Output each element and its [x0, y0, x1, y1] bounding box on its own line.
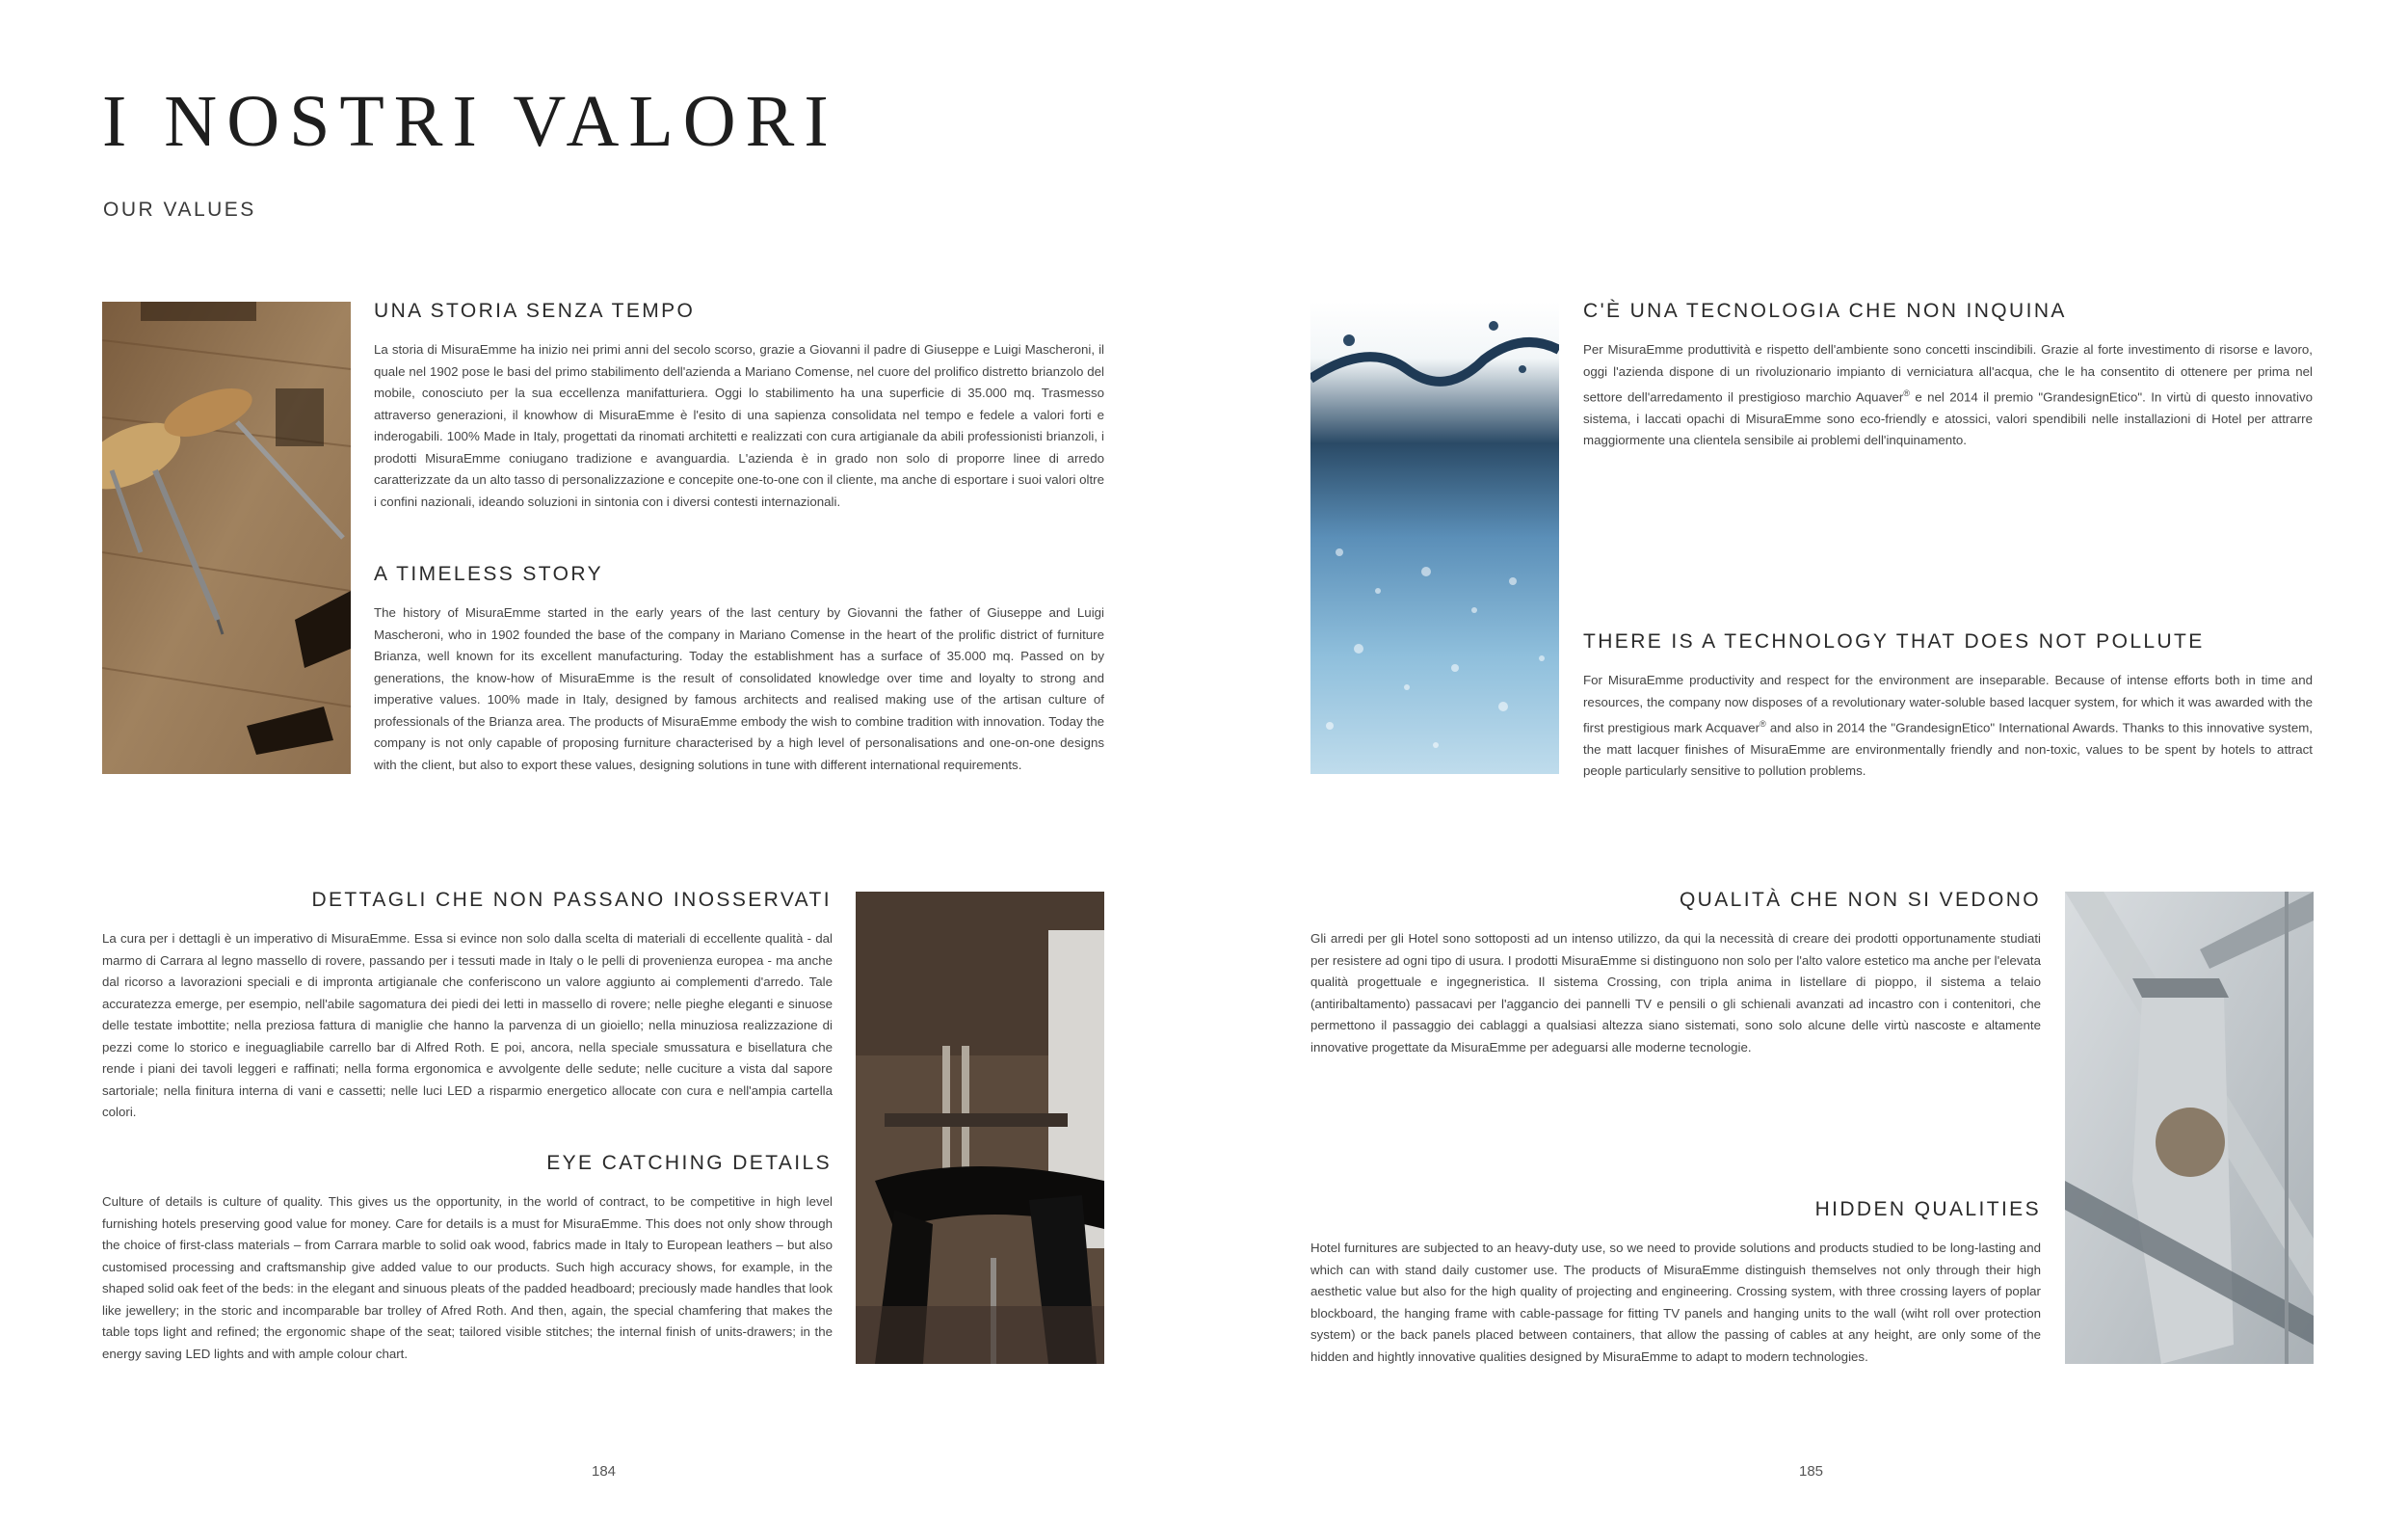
page-number-right: 185 — [1799, 1463, 1824, 1480]
heading-tecnologia: C'È UNA TECNOLOGIA CHE NON INQUINA — [1583, 300, 2067, 322]
heading-qualita: QUALITÀ CHE NON SI VEDONO — [1679, 889, 2041, 911]
heading-story: A TIMELESS STORY — [374, 563, 603, 585]
page-subtitle: OUR VALUES — [103, 199, 256, 221]
text-dettagli: La cura per i dettagli è un imperativo di MisuraEmme. Essa si evince non solo dalla scelta di materiali di eccellente qualità - dal marmo di Carrara al legno massello di rovere, passando per i tessuti made in Italy o le pelli di provenienza europea - ma anche dal ricorso a lavorazioni speciali e di impronta artigianale che conferiscono un valore aggiunto ai complementi d'arredo. Tale accuratezza emerge, per esempio, nell'abile sagomatura dei piedi dei letti in massello di rovere; nelle pieghe eleganti e sinuose delle testate imbottite; nella preziosa fattura di maniglie che hanno la parvenza di un gioiello; nella minuziosa realizzazione di pezzi come lo storico e ineguagliabile carrello bar di Alfred Roth. E poi, ancora, nella speciale smussatura e bisellatura che rende i piani dei tavoli leggeri e raffinati; nella forma ergonomica e avvolgente delle sedute; nelle cuciture a vista dal sapore sartoriale; nella finitura interna di vani e cassetti; nelle luci LED a risparmio energetico allocate con cura e nell'ampia cartella colori. — [102, 931, 833, 1119]
text-qualities: Hotel furnitures are subjected to an heavy-duty use, so we need to provide solutions and products studied to be long-lasting and which can with stand daily customer use. The products of MisuraEmme distinguish themselves not only through their high aesthetic value but also for the high quality of projecting and engineering. Crossing system, with three crossing layers of poplar blockboard, the hanging frame with cable-passage for fitting TV panels and hanging units to the wall (wiht roll over protection system) or the back panels placed between containers, that allow the passing of cables at any height, are only some of the hidden and hightly innovative qualities designed by MisuraEmme to adapt to modern technologies. — [1310, 1241, 2041, 1364]
text-technology: For MisuraEmme productivity and respect for the environment are inseparable. Because of intense efforts both in time and resources, the company now disposes of a revolutionary water-soluble based lacquer system, for which it was awarded with the first prestigious mark Acquaver® and also in 2014 the "GrandesignEtico" International Awards. Thanks to this innovative system, the matt lacquer finishes of MisuraEmme are environmentally friendly and non-toxic, values to be spent by hotels to attract people particularly sensitive to pollution problems. — [1583, 673, 2313, 779]
heading-technology: THERE IS A TECHNOLOGY THAT DOES NOT POLLUTE — [1583, 630, 2205, 653]
water-image — [1310, 302, 1559, 774]
chair-image — [856, 892, 1104, 1364]
text-qualita: Gli arredi per gli Hotel sono sottoposti ad un intenso utilizzo, da qui la necessità di creare dei prodotti opportunamente studiati per resistere ad ogni tipo di usura. I prodotti MisuraEmme si distinguono non solo per l'alto valore estetico ma anche per l'elevata qualità progettuale e ingegneristica. Il sistema Crossing, con tripla anima in listellare di pioppo, il sistema a telaio (antiribaltamento) passacavi per l'aggancio dei pannelli TV e pensili o gli schienali avanzati ad incastro con i contenitori, che permettono il passaggio dei cablaggi a qualsiasi altezza siano sistemati, sono solo alcune delle virtù nascoste e altamente innovative progettate da MisuraEmme per adeguarsi alle moderne tecnologie. — [1310, 931, 2041, 1055]
text-story: The history of MisuraEmme started in the early years of the last century by Giovanni the father of Giuseppe and Luigi Mascheroni, who in 1902 founded the base of the company in Mariano Comense in the heart of the prolific district of furniture Brianza, well known for its excellent manufacturing. Today the establishment has a surface of 35.000 mq. Passed on by generations, the know-how of MisuraEmme is the result of consolidated knowledge over time and loyalty to strong and imperative values. 100% made in Italy, designed by famous architects and realised making use of the artisan culture of professionals of the Brianza area. The products of MisuraEmme embody the wish to combine tradition with innovation. Today the company is not only capable of proposing furniture characterised by a high level of personalisations and one-on-one designs with the client, but also to export these values, designing solutions in tune with different international requirements. — [374, 605, 1104, 772]
page-number-left: 184 — [592, 1463, 617, 1480]
tools-image — [102, 302, 351, 774]
frame-image — [2065, 892, 2314, 1364]
heading-qualities: HIDDEN QUALITIES — [1814, 1198, 2041, 1220]
page-title: I NOSTRI VALORI — [102, 81, 838, 162]
text-details: Culture of details is culture of quality. This gives us the opportunity, in the world of contract, to be competitive in high level furnishing hotels preserving good value for money. Care for details is a must for MisuraEmme. This does not only show through the choice of first-class materials – from Carrara marble to solid oak wood, fabrics made in Italy to European leathers – but also customised processing and craftsmanship give added value to our products. Such high accuracy shows, for example, in the shaped solid oak feet of the beds: in the elegant and sinuous pleats of the padded headboard; preciously made handles that look like jewellery; in the storic and incomparable bar trolley of Afred Roth. And then, again, the special chamfering that makes the table tops light and refined; the ergonomic shape of the seat; tailored visible stitches; the internal finish of units-drawers; in the energy saving LED lights and with ample colour chart. — [102, 1194, 833, 1361]
text-storia: La storia di MisuraEmme ha inizio nei primi anni del secolo scorso, grazie a Giovanni il padre di Giuseppe e Luigi Mascheroni, il quale nel 1902 pose le basi del primo stabilimento dell'azienda a Mariano Comense, nel cuore del prolifico distretto brianzolo del mobile, conosciuto per la sua eccellenza manifatturiera. Oggi lo stabilimento ha una superficie di 35.000 mq. Trasmesso attraverso generazioni, il knowhow di MisuraEmme è l'esito di una sapienza consolidata nel tempo e fedele a valori forti e inderogabili. 100% Made in Italy, progettati da rinomati architetti e realizzati con cura artigianale da abili professionisti brianzoli, i prodotti MisuraEmme coniugano tradizione e avanguardia. L'azienda è in grado non solo di proporre linee di arredo caratterizzate da un alto tasso di personalizzazione e concepite one-to-one con il cliente, ma anche di esportare i suoi valori oltre i confini nazionali, ideando soluzioni in sintonia con i diversi contesti internazionali. — [374, 342, 1104, 509]
heading-storia: UNA STORIA SENZA TEMPO — [374, 300, 696, 322]
heading-dettagli: DETTAGLI CHE NON PASSANO INOSSERVATI — [311, 889, 832, 911]
text-tecnologia: Per MisuraEmme produttività e rispetto dell'ambiente sono concetti inscindibili. Grazie al forte investimento di risorse e lavoro, oggi l'azienda dispone di un rivoluzionario impianto di verniciatura all'acqua, che le ha consentito di ottenere per prima nel settore dell'arredamento il prestigioso marchio Aquaver® e nel 2014 il premio "GrandesignEtico". In virtù di questo innovativo sistema, i laccati opachi di MisuraEmme sono eco-friendly e atossici, valori spendibili nelle installazioni di Hotel per attrarre maggiormente una clientela sensibile ai problemi dell'inquinamento. — [1583, 342, 2313, 448]
heading-details: EYE CATCHING DETAILS — [546, 1152, 832, 1174]
